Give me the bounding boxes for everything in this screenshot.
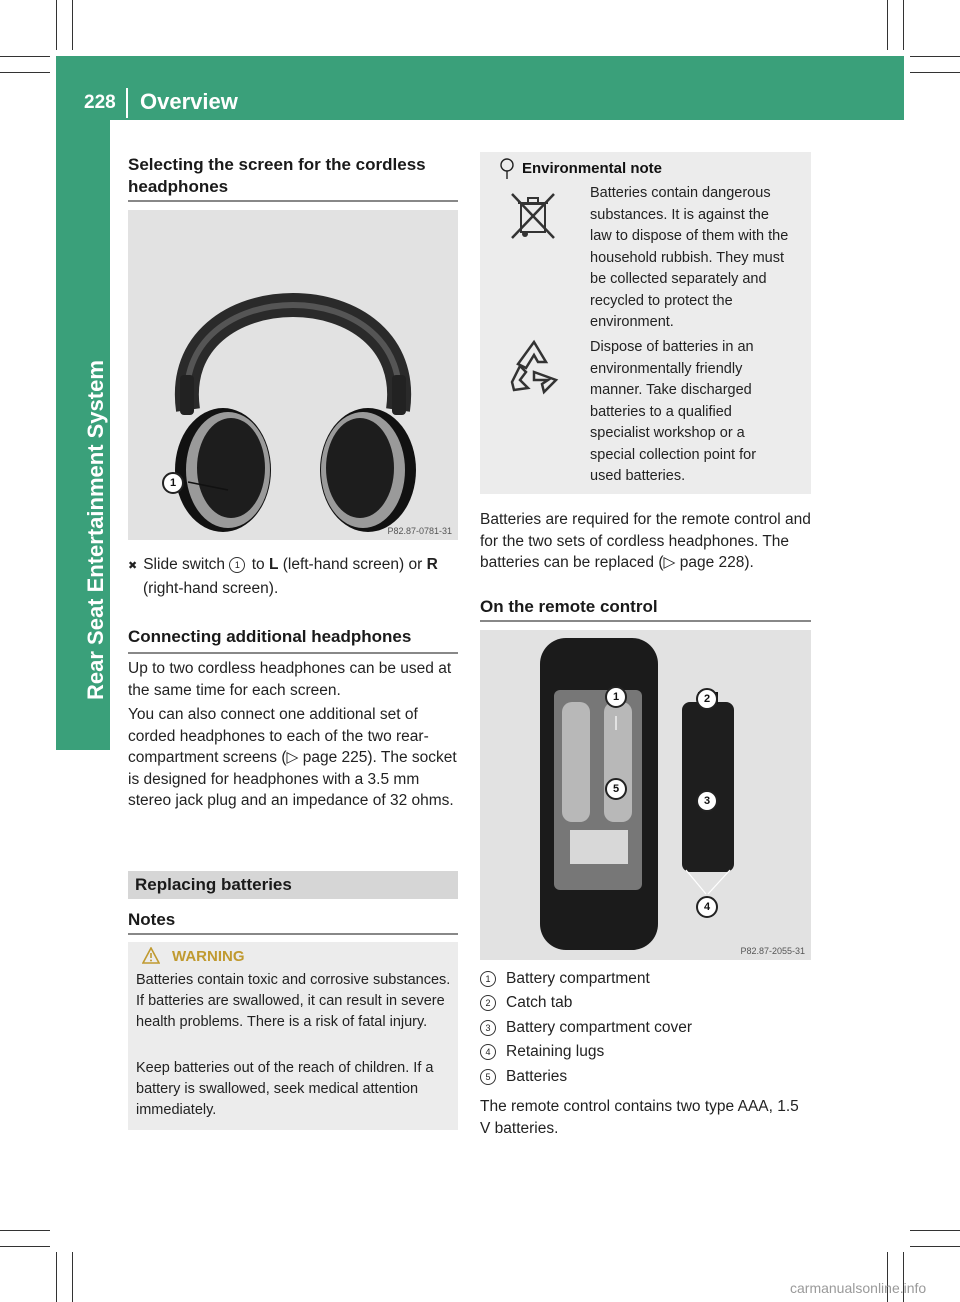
legend-item xyxy=(480,992,572,1014)
crop-mark xyxy=(0,72,50,73)
heading-rule xyxy=(128,200,458,202)
paragraph-corded-headphones: You can also connect one additional set of corded headphones to each of the two rear-compartment screens (▷ page 225). The socket is designed for headphones with a 3.5 mm stereo jack plug and an impedance of 32 ohms. xyxy=(128,706,457,809)
environmental-note-box xyxy=(480,152,811,494)
heading-selecting-screen: Selecting the screen for the cordless headphones xyxy=(128,155,426,196)
photo2-callout-4: 4 xyxy=(696,896,718,918)
paragraph-two-cordless: Up to two cordless headphones can be used at the same time for each screen. xyxy=(128,660,452,699)
arrow-bullet-icon: ✖ xyxy=(128,560,138,572)
legend-number: 4 xyxy=(480,1044,496,1060)
legend-label: Catch tab xyxy=(506,994,573,1011)
warning-box xyxy=(128,942,458,1130)
legend-item xyxy=(480,1017,692,1039)
environment-bulb-icon xyxy=(500,158,514,185)
header-separator xyxy=(126,88,128,118)
side-tab-label: Rear Seat Entertainment System xyxy=(83,360,108,700)
headphones-photo xyxy=(128,210,458,540)
heading-rule xyxy=(480,620,811,622)
crop-mark xyxy=(56,1252,57,1302)
legend-number: 5 xyxy=(480,1069,496,1085)
crop-mark xyxy=(910,56,960,57)
heading-connecting-headphones: Connecting additional headphones xyxy=(128,627,412,646)
warning-text-1: Batteries contain toxic and corrosive substances. If batteries are swallowed, it can result in severe health problems. There is a risk of fatal injury. xyxy=(136,972,451,1030)
watermark: carmanualsonline.info xyxy=(790,1280,927,1296)
legend-item xyxy=(480,1066,567,1088)
inline-callout-1: 1 xyxy=(229,557,245,573)
crop-mark xyxy=(887,0,888,50)
section-title-replacing-batteries: Replacing batteries xyxy=(135,875,292,894)
page-number: 228 xyxy=(84,92,116,113)
paragraph-aaa-batteries: The remote control contains two type AAA, 1.5 V batteries. xyxy=(480,1098,799,1137)
crop-mark xyxy=(910,1230,960,1231)
photo2-callout-3: 3 xyxy=(696,790,718,812)
crop-mark xyxy=(903,0,904,50)
legend-item xyxy=(480,968,650,990)
instruction-step: ✖ Slide switch 1 to L (left-hand screen) or R (right-hand screen). xyxy=(128,556,438,597)
photo2-callout-2: 2 xyxy=(696,688,718,710)
legend-label: Retaining lugs xyxy=(506,1043,605,1060)
warning-triangle-icon xyxy=(142,947,160,970)
crop-mark xyxy=(0,56,50,57)
heading-on-remote-control: On the remote control xyxy=(480,597,658,616)
crop-mark xyxy=(72,0,73,50)
section-title: Overview xyxy=(140,89,238,114)
legend-label: Batteries xyxy=(506,1068,568,1085)
photo2-code: P82.87-2055-31 xyxy=(740,946,805,956)
photo1-callout-1: 1 xyxy=(162,472,184,494)
heading-notes: Notes xyxy=(128,910,176,929)
heading-rule xyxy=(128,933,458,935)
crop-mark xyxy=(910,72,960,73)
crop-mark xyxy=(72,1252,73,1302)
recycle-icon xyxy=(504,336,564,401)
paragraph-batteries-required: Batteries are required for the remote control and for the two sets of cordless headphones. The batteries can be replaced (▷ page 228). xyxy=(480,511,811,571)
warning-title: WARNING xyxy=(172,948,245,965)
legend-item xyxy=(480,1041,604,1063)
remote-control-illustration xyxy=(480,630,811,960)
legend-label: Battery compartment xyxy=(506,970,650,987)
legend-number: 3 xyxy=(480,1020,496,1036)
warning-text-2: Keep batteries out of the reach of children. If a battery is swallowed, seek medical attention immediately. xyxy=(136,1060,434,1118)
legend-number: 2 xyxy=(480,995,496,1011)
photo2-callout-1: 1 xyxy=(605,686,627,708)
crop-mark xyxy=(0,1246,50,1247)
environmental-note-title: Environmental note xyxy=(522,160,663,177)
photo1-code: P82.87-0781-31 xyxy=(387,526,452,536)
crop-mark xyxy=(56,0,57,50)
remote-control-photo xyxy=(480,630,811,960)
photo2-callout-5: 5 xyxy=(605,778,627,800)
crop-mark xyxy=(910,1246,960,1247)
environmental-note-text-1: Batteries contain dangerous substances. It is against the law to dispose of them with the household rubbish. They must be collected separately and recycled to protect the environment. xyxy=(590,185,789,330)
heading-rule xyxy=(128,652,458,654)
legend-number: 1 xyxy=(480,971,496,987)
crossed-bin-icon xyxy=(504,186,562,249)
crop-mark xyxy=(0,1230,50,1231)
environmental-note-text-2: Dispose of batteries in an environmentally friendly manner. Take discharged batteries to a qualified specialist workshop or a special collection point for used batteries. xyxy=(590,339,757,484)
legend-label: Battery compartment cover xyxy=(506,1019,693,1036)
